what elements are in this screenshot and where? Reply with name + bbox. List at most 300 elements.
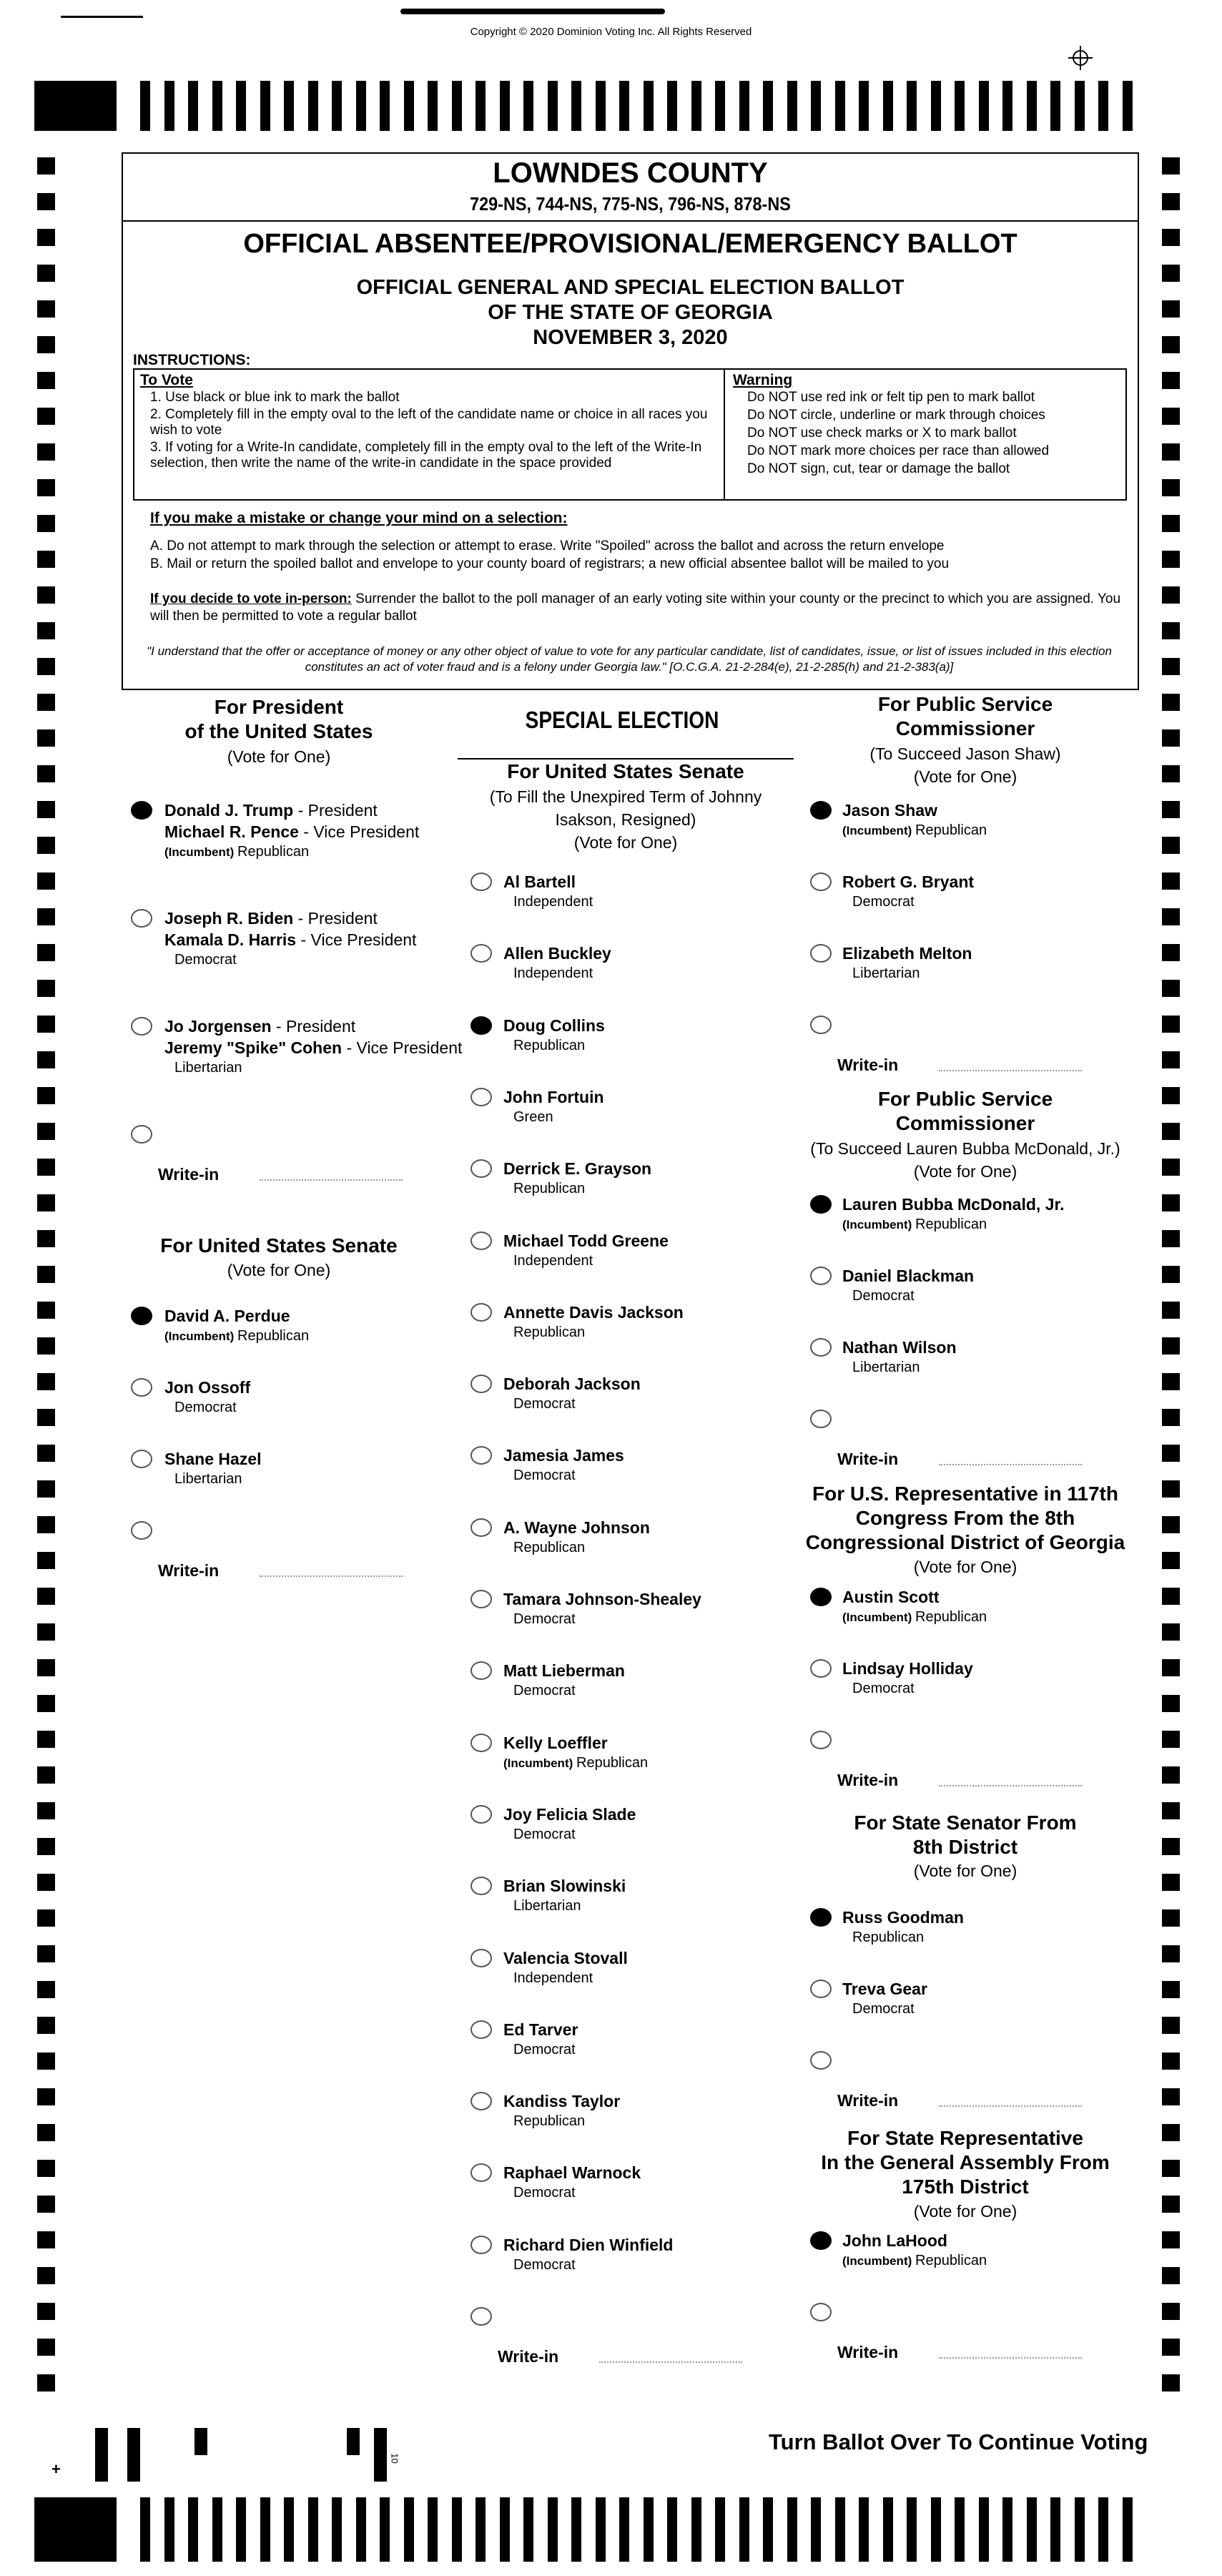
side-timing-mark bbox=[37, 2017, 55, 2034]
write-in-label: Write-in bbox=[837, 2343, 899, 2361]
timing-bar bbox=[236, 2497, 246, 2562]
side-timing-mark bbox=[1162, 1302, 1180, 1319]
write-in-line[interactable] bbox=[939, 2105, 1082, 2107]
timing-bar bbox=[907, 81, 917, 131]
side-timing-mark bbox=[37, 2303, 55, 2320]
candidate-party: (Incumbent) Republican bbox=[164, 1328, 310, 1344]
scan-artifact bbox=[400, 9, 665, 14]
vote-oval[interactable] bbox=[810, 801, 832, 820]
candidate-name: Al Bartell bbox=[503, 872, 576, 891]
timing-bar bbox=[476, 81, 486, 131]
write-in-line[interactable] bbox=[260, 1575, 403, 1577]
timing-bar bbox=[404, 81, 414, 131]
timing-bar bbox=[1123, 2497, 1133, 2562]
write-in-label: Write-in bbox=[158, 1561, 220, 1580]
warning-item: Do NOT use check marks or X to mark ballot bbox=[747, 426, 1017, 441]
timing-bar bbox=[835, 2497, 845, 2562]
vote-oval[interactable] bbox=[810, 944, 832, 963]
side-timing-mark bbox=[37, 658, 55, 675]
side-timing-mark bbox=[37, 837, 55, 854]
timing-bar bbox=[308, 81, 318, 131]
side-timing-mark bbox=[37, 1766, 55, 1784]
side-timing-mark bbox=[37, 1838, 55, 1855]
timing-bar bbox=[1098, 81, 1108, 131]
side-timing-mark bbox=[1162, 2267, 1180, 2284]
side-timing-mark bbox=[1162, 1051, 1180, 1068]
candidate-party: Libertarian bbox=[513, 1898, 581, 1914]
side-timing-mark bbox=[1162, 729, 1180, 747]
write-in-label: Write-in bbox=[498, 2347, 559, 2366]
side-timing-mark bbox=[1162, 1659, 1180, 1676]
candidate-name: Brian Slowinski bbox=[503, 1877, 626, 1896]
side-timing-mark bbox=[1162, 1194, 1180, 1211]
side-timing-mark bbox=[1162, 1337, 1180, 1355]
side-timing-mark bbox=[37, 479, 55, 496]
write-in-label: Write-in bbox=[837, 2091, 899, 2110]
vote-oval[interactable] bbox=[470, 944, 492, 963]
side-timing-mark bbox=[37, 729, 55, 747]
candidate-name: Jo Jorgensen - President bbox=[164, 1017, 356, 1036]
candidate-party: Democrat bbox=[852, 2001, 915, 2017]
instructions-divider bbox=[724, 368, 725, 501]
write-in-oval[interactable] bbox=[131, 1125, 152, 1144]
candidate-name: John Fortuin bbox=[503, 1087, 604, 1106]
candidate-party: Republican bbox=[513, 1539, 586, 1555]
candidate-party: Democrat bbox=[513, 2256, 576, 2273]
vote-oval[interactable] bbox=[470, 1159, 492, 1178]
side-timing-mark bbox=[1162, 1516, 1180, 1533]
side-timing-mark bbox=[37, 694, 55, 711]
warning-heading: Warning bbox=[733, 372, 793, 388]
write-in-oval[interactable] bbox=[131, 1521, 152, 1540]
side-timing-mark bbox=[37, 1337, 55, 1355]
side-timing-mark bbox=[37, 1123, 55, 1140]
side-timing-mark bbox=[37, 300, 55, 318]
to-vote-item: 3. If voting for a Write-In candidate, completely fill in the empty oval to the left of the Write-In selection, then write the name of the write-in candidate in the space provided bbox=[150, 440, 702, 471]
timing-bar bbox=[619, 2497, 629, 2562]
candidate-party: Independent bbox=[513, 965, 593, 982]
side-timing-mark bbox=[37, 1480, 55, 1498]
write-in-oval[interactable] bbox=[810, 2303, 832, 2321]
timing-bar bbox=[212, 81, 222, 131]
candidate-name: Valencia Stovall bbox=[503, 1948, 628, 1967]
side-timing-mark bbox=[1162, 1409, 1180, 1426]
side-timing-mark bbox=[37, 1623, 55, 1641]
write-in-line[interactable] bbox=[939, 1070, 1082, 1071]
race-title-president: For President of the United States bbox=[184, 696, 373, 742]
write-in-label: Write-in bbox=[837, 1450, 899, 1468]
write-in-oval[interactable] bbox=[470, 2307, 492, 2326]
side-timing-mark bbox=[1162, 1480, 1180, 1498]
timing-bar bbox=[1075, 2497, 1085, 2562]
timing-bar bbox=[356, 81, 366, 131]
side-timing-mark bbox=[1162, 372, 1180, 389]
side-timing-mark bbox=[37, 2053, 55, 2070]
write-in-oval[interactable] bbox=[810, 2051, 832, 2070]
side-timing-mark bbox=[1162, 944, 1180, 961]
timing-bar bbox=[859, 81, 869, 131]
side-timing-mark bbox=[1162, 1766, 1180, 1784]
vote-oval[interactable] bbox=[470, 1375, 492, 1393]
candidate-name: Lindsay Holliday bbox=[842, 1659, 973, 1678]
vote-oval[interactable] bbox=[810, 1338, 832, 1357]
vote-oval[interactable] bbox=[470, 1805, 492, 1824]
side-timing-mark bbox=[1162, 515, 1180, 532]
candidate-name: John LaHood bbox=[842, 2231, 947, 2250]
timing-bar bbox=[691, 2497, 701, 2562]
candidate-party: (Incumbent) Republican bbox=[842, 1609, 987, 1625]
side-timing-mark bbox=[1162, 1552, 1180, 1569]
instructions-label: INSTRUCTIONS: bbox=[133, 352, 251, 368]
write-in-oval[interactable] bbox=[810, 1731, 832, 1749]
vote-oval[interactable] bbox=[470, 1734, 492, 1752]
timing-bar bbox=[739, 2497, 749, 2562]
vote-oval[interactable] bbox=[131, 1450, 152, 1468]
side-timing-mark bbox=[1162, 1266, 1180, 1283]
side-timing-mark bbox=[37, 1087, 55, 1104]
side-timing-mark bbox=[37, 944, 55, 961]
vote-oval[interactable] bbox=[470, 1590, 492, 1608]
candidate-name: Raphael Warnock bbox=[503, 2163, 641, 2183]
vote-oval[interactable] bbox=[470, 1016, 492, 1035]
vote-oval[interactable] bbox=[470, 1518, 492, 1537]
side-timing-mark bbox=[37, 2124, 55, 2141]
side-timing-mark bbox=[1162, 157, 1180, 174]
candidate-party: Democrat bbox=[513, 1683, 576, 1699]
side-timing-mark bbox=[1162, 408, 1180, 425]
side-timing-mark bbox=[1162, 1945, 1180, 1962]
running-mate-name: Kamala D. Harris - Vice President bbox=[164, 930, 417, 949]
to-vote-heading: To Vote bbox=[140, 372, 193, 388]
side-timing-mark bbox=[37, 1945, 55, 1962]
write-in-oval[interactable] bbox=[810, 1016, 832, 1034]
candidate-party: Libertarian bbox=[852, 1360, 920, 1375]
write-in-line[interactable] bbox=[939, 2357, 1082, 2359]
timing-bar bbox=[763, 2497, 773, 2562]
warning-item: Do NOT use red ink or felt tip pen to mark ballot bbox=[747, 390, 1035, 405]
side-timing-mark bbox=[1162, 872, 1180, 890]
candidate-name: Annette Davis Jackson bbox=[503, 1302, 684, 1322]
side-timing-mark bbox=[1162, 479, 1180, 496]
turn-over-instruction: Turn Ballot Over To Continue Voting bbox=[769, 2429, 1148, 2454]
mistake-heading: If you make a mistake or change your mind on a selection: bbox=[150, 510, 568, 526]
side-timing-mark bbox=[1162, 908, 1180, 925]
timing-bar bbox=[691, 81, 701, 131]
side-timing-mark bbox=[37, 551, 55, 568]
vote-oval[interactable] bbox=[470, 1232, 492, 1250]
vote-oval[interactable] bbox=[131, 1017, 152, 1036]
side-timing-mark bbox=[37, 1409, 55, 1426]
side-timing-mark bbox=[1162, 1874, 1180, 1891]
ballot-id-mark bbox=[347, 2428, 360, 2455]
side-timing-mark bbox=[1162, 2124, 1180, 2141]
timing-bar bbox=[188, 2497, 198, 2562]
side-timing-mark bbox=[37, 1016, 55, 1033]
side-timing-mark bbox=[1162, 1445, 1180, 1462]
timing-bar bbox=[500, 2497, 510, 2562]
timing-bar bbox=[284, 2497, 294, 2562]
side-timing-mark bbox=[1162, 336, 1180, 353]
side-timing-mark bbox=[37, 1659, 55, 1676]
side-timing-mark bbox=[37, 2339, 55, 2356]
candidate-party: Libertarian bbox=[174, 1060, 242, 1076]
side-timing-mark bbox=[37, 1874, 55, 1891]
vote-oval[interactable] bbox=[131, 801, 152, 820]
candidate-name: Jason Shaw bbox=[842, 801, 937, 820]
vote-oval[interactable] bbox=[810, 1908, 832, 1927]
header-divider bbox=[122, 220, 1139, 222]
vote-oval[interactable] bbox=[810, 1659, 832, 1678]
timing-bar bbox=[979, 2497, 989, 2562]
candidate-name: Matt Lieberman bbox=[503, 1661, 625, 1681]
candidate-name: Kelly Loeffler bbox=[503, 1733, 608, 1752]
side-timing-mark bbox=[37, 2196, 55, 2213]
timing-bar bbox=[1098, 2497, 1108, 2562]
side-timing-mark bbox=[1162, 2053, 1180, 2070]
timing-bar bbox=[428, 2497, 438, 2562]
vote-for-one: (Vote for One) bbox=[913, 1558, 1017, 1576]
timing-bar bbox=[523, 2497, 533, 2562]
side-timing-mark bbox=[37, 372, 55, 389]
write-in-oval[interactable] bbox=[810, 1410, 832, 1428]
timing-bar bbox=[548, 81, 558, 131]
side-timing-mark bbox=[1162, 229, 1180, 246]
candidate-name: Jon Ossoff bbox=[164, 1378, 251, 1397]
vote-oval[interactable] bbox=[470, 872, 492, 891]
candidate-party: Independent bbox=[513, 1970, 593, 1986]
race-subtitle: (To Succeed Jason Shaw) (Vote for One) bbox=[869, 744, 1061, 786]
side-timing-mark bbox=[37, 908, 55, 925]
vote-oval[interactable] bbox=[810, 1267, 832, 1285]
candidate-party: Republican bbox=[513, 2113, 586, 2130]
side-timing-mark bbox=[1162, 2374, 1180, 2391]
candidate-party: Republican bbox=[513, 1324, 586, 1340]
side-timing-mark bbox=[1162, 551, 1180, 568]
side-timing-mark bbox=[1162, 1159, 1180, 1176]
race-subtitle: (To Fill the Unexpired Term of Johnny Isakson, Resigned) (Vote for One) bbox=[489, 787, 762, 852]
vote-oval[interactable] bbox=[470, 2020, 492, 2039]
vote-oval[interactable] bbox=[810, 1980, 832, 1998]
to-vote-item: 2. Completely fill in the empty oval to the left of the candidate name or choice in all races you wish to vote bbox=[150, 407, 708, 438]
side-timing-mark bbox=[1162, 2303, 1180, 2320]
timing-bar bbox=[883, 81, 893, 131]
side-timing-mark bbox=[1162, 1373, 1180, 1390]
timing-bar bbox=[667, 81, 677, 131]
vote-oval[interactable] bbox=[470, 1949, 492, 1967]
timing-bar bbox=[404, 2497, 414, 2562]
vote-oval[interactable] bbox=[470, 2163, 492, 2182]
candidate-name: Elizabeth Melton bbox=[842, 944, 972, 963]
side-timing-mark bbox=[1162, 2196, 1180, 2213]
side-timing-mark bbox=[1162, 1588, 1180, 1605]
to-vote-item: 1. Use black or blue ink to mark the ballot bbox=[150, 390, 400, 405]
write-in-line[interactable] bbox=[599, 2361, 742, 2363]
timing-bar bbox=[955, 2497, 965, 2562]
candidate-party: Independent bbox=[513, 1252, 593, 1269]
precinct-list: 729-NS, 744-NS, 775-NS, 796-NS, 878-NS bbox=[470, 193, 791, 215]
mistake-instruction-a: A. Do not attempt to mark through the selection or attempt to erase. Write "Spoiled" across the ballot and across the return envelope bbox=[150, 539, 945, 554]
timing-bar bbox=[548, 2497, 558, 2562]
timing-bar bbox=[380, 81, 390, 131]
candidate-party: (Incumbent) Republican bbox=[164, 844, 310, 860]
candidate-name: Ed Tarver bbox=[503, 2020, 578, 2039]
plus-mark: + bbox=[51, 2460, 61, 2478]
side-timing-mark bbox=[1162, 443, 1180, 461]
timing-bar bbox=[1075, 81, 1085, 131]
side-timing-mark bbox=[37, 2267, 55, 2284]
side-timing-mark bbox=[1162, 1731, 1180, 1748]
election-title: OFFICIAL GENERAL AND SPECIAL ELECTION BALLOT OF THE STATE OF GEORGIA NOVEMBER 3, 2020 bbox=[356, 276, 905, 349]
vote-oval[interactable] bbox=[810, 1195, 832, 1214]
candidate-party: (Incumbent) Republican bbox=[842, 2253, 987, 2268]
ballot-style-code: 10 bbox=[389, 2453, 400, 2464]
side-timing-mark bbox=[1162, 1123, 1180, 1140]
vote-oval[interactable] bbox=[810, 2231, 832, 2250]
county-name: LOWNDES COUNTY bbox=[493, 157, 768, 189]
candidate-name: Daniel Blackman bbox=[842, 1267, 975, 1285]
timing-track-bottom bbox=[34, 2497, 1135, 2562]
side-timing-mark bbox=[1162, 2088, 1180, 2105]
side-timing-mark bbox=[1162, 1230, 1180, 1247]
candidate-party: Democrat bbox=[513, 1396, 576, 1412]
timing-bar bbox=[260, 2497, 270, 2562]
vote-oval[interactable] bbox=[131, 1307, 152, 1325]
side-timing-mark bbox=[37, 1230, 55, 1247]
side-timing-mark bbox=[37, 1909, 55, 1927]
timing-bar bbox=[500, 81, 510, 131]
candidate-name: Treva Gear bbox=[842, 1980, 927, 1998]
scan-artifact bbox=[61, 16, 143, 18]
side-timing-mark bbox=[37, 1695, 55, 1712]
running-mate-name: Michael R. Pence - Vice President bbox=[164, 822, 420, 841]
timing-bar bbox=[739, 81, 749, 131]
candidate-name: Nathan Wilson bbox=[842, 1338, 957, 1357]
vote-oval[interactable] bbox=[131, 1378, 152, 1397]
candidate-party: Green bbox=[513, 1108, 553, 1125]
candidate-name: Joseph R. Biden - President bbox=[164, 909, 378, 928]
timing-bar bbox=[140, 81, 150, 131]
timing-bar bbox=[883, 2497, 893, 2562]
timing-bar bbox=[284, 81, 294, 131]
vote-oval[interactable] bbox=[470, 1661, 492, 1680]
side-timing-mark bbox=[37, 1802, 55, 1819]
write-in-label: Write-in bbox=[837, 1771, 899, 1789]
candidate-party: Democrat bbox=[513, 1826, 576, 1842]
side-timing-mark bbox=[37, 1445, 55, 1462]
write-in-line[interactable] bbox=[939, 1464, 1082, 1465]
side-timing-mark bbox=[37, 2374, 55, 2391]
warning-item: Do NOT mark more choices per race than allowed bbox=[747, 443, 1050, 458]
side-timing-mark bbox=[37, 1051, 55, 1068]
timing-bar bbox=[1123, 81, 1133, 131]
ballot-id-mark bbox=[95, 2428, 108, 2482]
side-timing-mark bbox=[1162, 2231, 1180, 2248]
race-title-psc-shaw: For Public Service Commissioner bbox=[877, 693, 1053, 739]
candidate-name: Lauren Bubba McDonald, Jr. bbox=[842, 1195, 1065, 1214]
vote-oval[interactable] bbox=[470, 1446, 492, 1465]
timing-bar bbox=[787, 2497, 797, 2562]
candidate-name: Shane Hazel bbox=[164, 1450, 262, 1468]
candidate-party: Republican bbox=[852, 1929, 925, 1945]
timing-bar bbox=[380, 2497, 390, 2562]
timing-bar bbox=[332, 81, 342, 131]
timing-bar bbox=[476, 2497, 486, 2562]
timing-bar bbox=[308, 2497, 318, 2562]
timing-bar bbox=[356, 2497, 366, 2562]
side-timing-mark bbox=[1162, 1695, 1180, 1712]
vote-for-one: (Vote for One) bbox=[227, 747, 331, 766]
timing-bar bbox=[332, 2497, 342, 2562]
vote-oval[interactable] bbox=[470, 1303, 492, 1322]
side-timing-mark bbox=[37, 515, 55, 532]
vote-oval[interactable] bbox=[470, 1088, 492, 1106]
side-timing-mark bbox=[37, 1588, 55, 1605]
timing-bar bbox=[811, 81, 821, 131]
vote-oval[interactable] bbox=[470, 2092, 492, 2110]
candidate-party: Democrat bbox=[852, 1288, 915, 1304]
timing-bar bbox=[955, 81, 965, 131]
side-timing-mark bbox=[1162, 2017, 1180, 2034]
side-timing-mark bbox=[1162, 1981, 1180, 1998]
vote-for-one: (Vote for One) bbox=[913, 2202, 1017, 2221]
candidate-party: Republican bbox=[513, 1037, 586, 1053]
side-timing-mark bbox=[1162, 1909, 1180, 1927]
timing-bar bbox=[1050, 81, 1060, 131]
side-timing-mark bbox=[1162, 1838, 1180, 1855]
candidate-party: Democrat bbox=[852, 894, 915, 910]
candidate-party: Democrat bbox=[513, 1468, 576, 1484]
side-timing-mark bbox=[1162, 586, 1180, 604]
timing-bar bbox=[212, 2497, 222, 2562]
side-timing-mark bbox=[37, 872, 55, 890]
candidate-party: Democrat bbox=[513, 1611, 576, 1627]
side-timing-mark bbox=[37, 443, 55, 461]
side-timing-mark bbox=[1162, 658, 1180, 675]
timing-bar bbox=[644, 81, 654, 131]
timing-bar bbox=[523, 81, 533, 131]
vote-oval[interactable] bbox=[470, 1877, 492, 1895]
race-title-state-rep: For State Representative In the General Assembly From 175th District bbox=[821, 2127, 1110, 2198]
ballot-id-mark bbox=[127, 2428, 140, 2482]
candidate-name: Derrick E. Grayson bbox=[503, 1159, 652, 1179]
vote-oval[interactable] bbox=[810, 872, 832, 891]
warning-item: Do NOT circle, underline or mark through choices bbox=[747, 408, 1045, 423]
candidate-party: Democrat bbox=[852, 1681, 915, 1696]
candidate-name: Russ Goodman bbox=[842, 1908, 964, 1927]
write-in-line[interactable] bbox=[260, 1179, 403, 1181]
side-timing-mark bbox=[37, 980, 55, 997]
timing-bar bbox=[596, 81, 606, 131]
candidate-party: Democrat bbox=[174, 1400, 237, 1415]
side-timing-mark bbox=[1162, 694, 1180, 711]
timing-bar bbox=[979, 81, 989, 131]
timing-bar bbox=[1002, 81, 1012, 131]
running-mate-name: Jeremy "Spike" Cohen - Vice President bbox=[164, 1038, 463, 1057]
vote-oval[interactable] bbox=[810, 1588, 832, 1606]
write-in-line[interactable] bbox=[939, 1785, 1082, 1786]
timing-bar bbox=[1027, 81, 1037, 131]
vote-oval[interactable] bbox=[131, 909, 152, 928]
candidate-name: Kandiss Taylor bbox=[503, 2092, 621, 2111]
side-timing-mark bbox=[37, 765, 55, 782]
timing-bar bbox=[907, 2497, 917, 2562]
timing-bar bbox=[188, 81, 198, 131]
side-timing-mark bbox=[1162, 2160, 1180, 2177]
candidate-name: Tamara Johnson-Shealey bbox=[503, 1590, 701, 1608]
vote-oval[interactable] bbox=[470, 2236, 492, 2254]
side-timing-mark bbox=[1162, 980, 1180, 997]
candidate-name: Richard Dien Winfield bbox=[503, 2235, 674, 2254]
